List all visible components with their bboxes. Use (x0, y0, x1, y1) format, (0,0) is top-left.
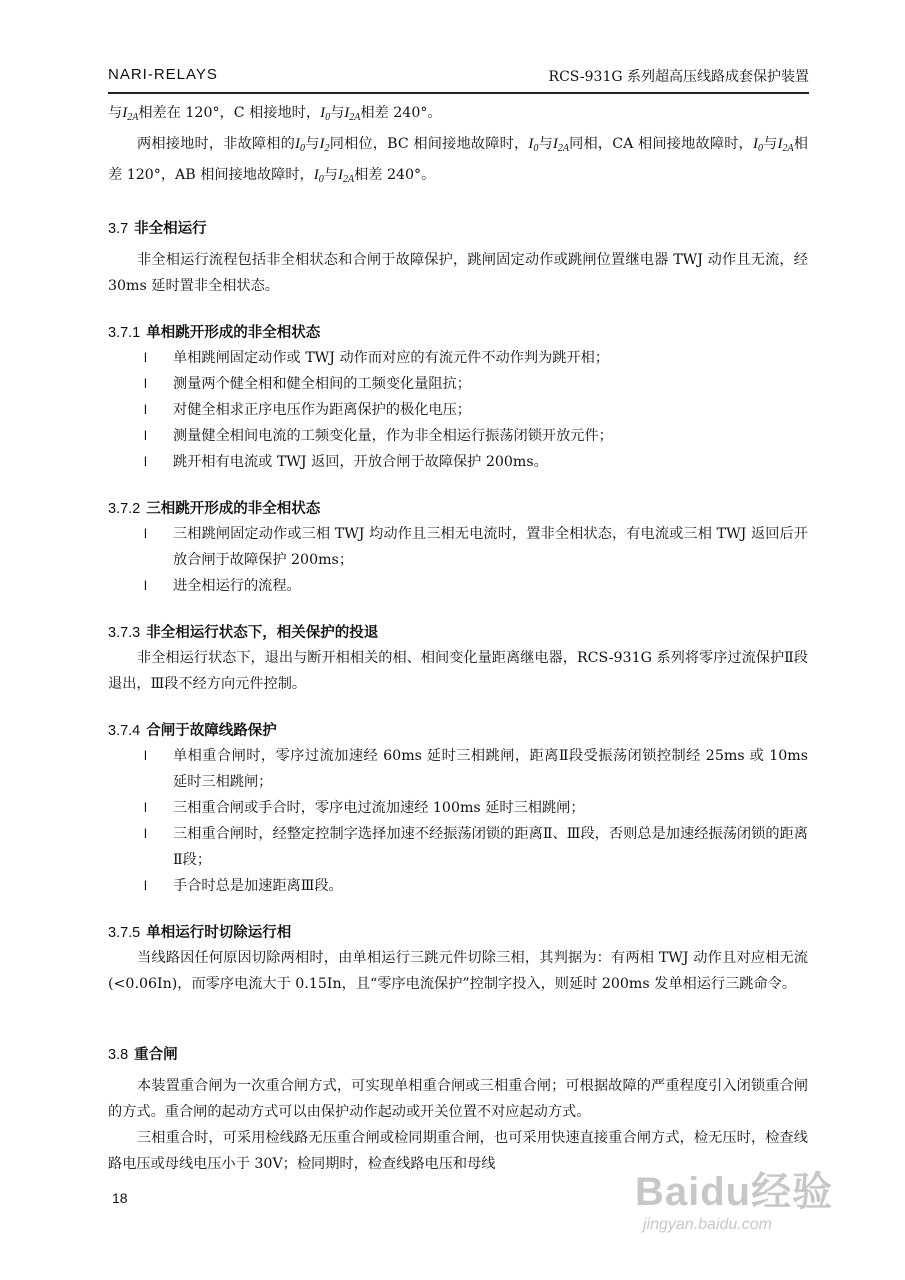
section-title: 单相跳开形成的非全相状态 (146, 324, 321, 341)
bullet-icon: l (144, 826, 147, 841)
list-item-text: 对健全相求正序电压作为距离保护的极化电压； (173, 402, 471, 418)
bullet-icon: l (144, 578, 147, 593)
subscript: 0 (318, 174, 324, 185)
brand-name: NARI-RELAYS (108, 66, 218, 83)
section-number: 3.7.5 (108, 925, 141, 941)
section-heading-3-7-5 (108, 921, 808, 945)
list-3-7-2 (108, 521, 808, 599)
list-item-text: 三相重合闸时，经整定控制字选择加速不经振荡闭锁的距离Ⅱ、Ⅲ段，否则总是加速经振荡闭锁的距离Ⅱ段； (173, 826, 808, 868)
section-3-7-text: 非全相运行流程包括非全相状态和合闸于故障保护，跳闸固定动作或跳闸位置继电器 TWJ 动作且无流，经 30ms 延时置非全相状态。 (108, 252, 808, 294)
current-symbol: I (313, 167, 319, 183)
text-run: 相差 240°。 (354, 167, 436, 183)
text-run: 与 (305, 136, 320, 152)
section-title: 三相跳开形成的非全相状态 (146, 500, 321, 517)
list-item-text: 三相重合闸或手合时，零序电过流加速经 100ms 延时三相跳闸； (173, 800, 585, 816)
page-number: 18 (112, 1190, 128, 1206)
list-item-text: 测量两个健全相和健全相间的工频变化量阻抗； (173, 376, 471, 392)
section-heading-3-7-2 (108, 497, 808, 521)
text-run: 与 (538, 136, 553, 152)
bullet-icon: l (144, 428, 147, 443)
subscript: 0 (757, 143, 763, 154)
text-run: 与 (323, 167, 338, 183)
list-item-text: 单相跳闸固定动作或 TWJ 动作而对应的有流元件不动作判为跳开相； (173, 350, 610, 366)
section-3-8-paragraph-1: 本装置重合闸为一次重合闸方式，可实现单相重合闸或三相重合闸；可根据故障的严重程度引入闭锁重合闸的方式。重合闸的起动方式可以由保护动作起动或开关位置不对应起动方式。 (108, 1078, 808, 1120)
current-symbol: I (337, 167, 343, 183)
list-item (108, 795, 808, 821)
document-title: RCS-931G 系列超高压线路成套保护装置 (548, 69, 809, 85)
subscript: 0 (325, 112, 331, 123)
current-symbol: I (752, 136, 758, 152)
text-run: 同相，CA 相间接地故障时， (568, 136, 753, 152)
section-title: 重合闸 (134, 1046, 178, 1063)
bullet-icon: l (144, 402, 147, 417)
section-title: 单相运行时切除运行相 (146, 924, 292, 941)
bullet-icon: l (144, 376, 147, 391)
text-run: 与 (108, 105, 123, 121)
subscript: 2A (349, 112, 361, 123)
current-symbol: I (319, 136, 325, 152)
section-number: 3.8 (108, 1047, 129, 1063)
subscript: 2A (782, 143, 794, 154)
section-title: 非全相运行状态下，相关保护的投退 (146, 624, 379, 641)
list-item (108, 873, 808, 899)
section-3-7-3-text: 非全相运行状态下，退出与断开相相关的相、相间变化量距离继电器，RCS-931G 系列将零序过流保护Ⅱ段退出，Ⅲ段不经方向元件控制。 (108, 650, 808, 692)
list-item (108, 345, 808, 371)
list-item-text: 三相跳闸固定动作或三相 TWJ 均动作且三相无电流时，置非全相状态，有电流或三相 TWJ 返回后开放合闸于故障保护 200ms； (173, 526, 808, 568)
subscript: 0 (300, 143, 305, 154)
page-header (108, 62, 809, 94)
bullet-icon: l (144, 800, 147, 815)
text-run: 与 (330, 105, 345, 121)
text-run: 相差在 120°，C 相接地时， (138, 105, 321, 121)
section-heading-3-7-3 (108, 621, 808, 645)
section-heading-3-8 (108, 1043, 808, 1067)
bullet-icon: l (144, 748, 147, 763)
subscript: 2 (324, 143, 330, 154)
list-item (108, 449, 808, 475)
list-3-7-1 (108, 345, 808, 475)
current-symbol: I (344, 105, 350, 121)
list-item (108, 423, 808, 449)
current-symbol: I (552, 136, 558, 152)
section-heading-3-7 (108, 217, 808, 241)
section-3-8-paragraph-2: 三相重合时，可采用检线路无压重合闸或检同期重合闸，也可采用快速直接重合闸方式，检无压时，检查线路电压或母线电压小于 30V；检同期时，检查线路电压和母线 (108, 1130, 808, 1172)
section-number: 3.7.3 (108, 625, 141, 641)
list-item-text: 跳开相有电流或 TWJ 返回，开放合闸于故障保护 200ms。 (173, 454, 548, 470)
bullet-icon: l (144, 526, 147, 541)
bullet-icon: l (144, 878, 147, 893)
current-symbol: I (320, 105, 326, 121)
subscript: 2A (557, 143, 569, 154)
section-heading-3-7-4 (108, 719, 808, 743)
page-content (108, 100, 808, 1177)
spacer (108, 997, 808, 1019)
subscript: 2A (127, 112, 139, 123)
section-title: 非全相运行 (134, 220, 207, 237)
watermark-url: jingyan.baidu.com (643, 1216, 772, 1233)
text-run: 同相位，BC 相间接地故障时， (329, 136, 529, 152)
text-run: 相差 240°。 (360, 105, 442, 121)
text-run: 相差 120°，AB 相间接地故障时， (108, 136, 808, 183)
list-item (108, 371, 808, 397)
current-symbol: I (122, 105, 128, 121)
section-number: 3.7.1 (108, 325, 141, 341)
baidu-watermark (635, 1160, 845, 1250)
list-item-text: 手合时总是加速距离Ⅲ段。 (173, 878, 343, 894)
intro-paragraph-1 (108, 100, 808, 131)
section-number: 3.7 (108, 221, 129, 237)
intro-paragraph-2 (108, 131, 808, 193)
bullet-icon: l (144, 454, 147, 469)
bullet-icon: l (144, 350, 147, 365)
current-symbol: I (295, 136, 300, 152)
section-number: 3.7.4 (108, 723, 141, 739)
list-item (108, 743, 808, 795)
list-item-text: 单相重合闸时，零序过流加速经 60ms 延时三相跳闸，距离Ⅱ段受振荡闭锁控制经 25ms 或 10ms 延时三相跳闸； (173, 748, 808, 790)
section-title: 合闸于故障线路保护 (146, 722, 277, 739)
current-symbol: I (528, 136, 534, 152)
text-run: 与 (762, 136, 778, 152)
text-run: 两相接地时，非故障相的 (137, 136, 295, 152)
watermark-logo: Baidu经验 (635, 1170, 834, 1214)
subscript: 0 (533, 143, 539, 154)
list-item (108, 397, 808, 423)
list-item (108, 821, 808, 873)
list-item-text: 测量健全相间电流的工频变化量，作为非全相运行振荡闭锁开放元件； (173, 428, 613, 444)
current-symbol: I (777, 136, 783, 152)
subscript: 2A (342, 174, 355, 185)
section-heading-3-7-1 (108, 321, 808, 345)
list-item-text: 进全相运行的流程。 (173, 578, 301, 594)
section-number: 3.7.2 (108, 501, 141, 517)
list-item (108, 521, 808, 573)
section-3-7-5-text: 当线路因任何原因切除两相时，由单相运行三跳元件切除三相，其判据为：有两相 TWJ 动作且对应相无流(<0.06In)，而零序电流大于 0.15In，且“零序电流保护”控制字投入，则延时 200ms 发单相运行三跳命令。 (108, 950, 808, 992)
list-3-7-4 (108, 743, 808, 899)
list-item (108, 573, 808, 599)
